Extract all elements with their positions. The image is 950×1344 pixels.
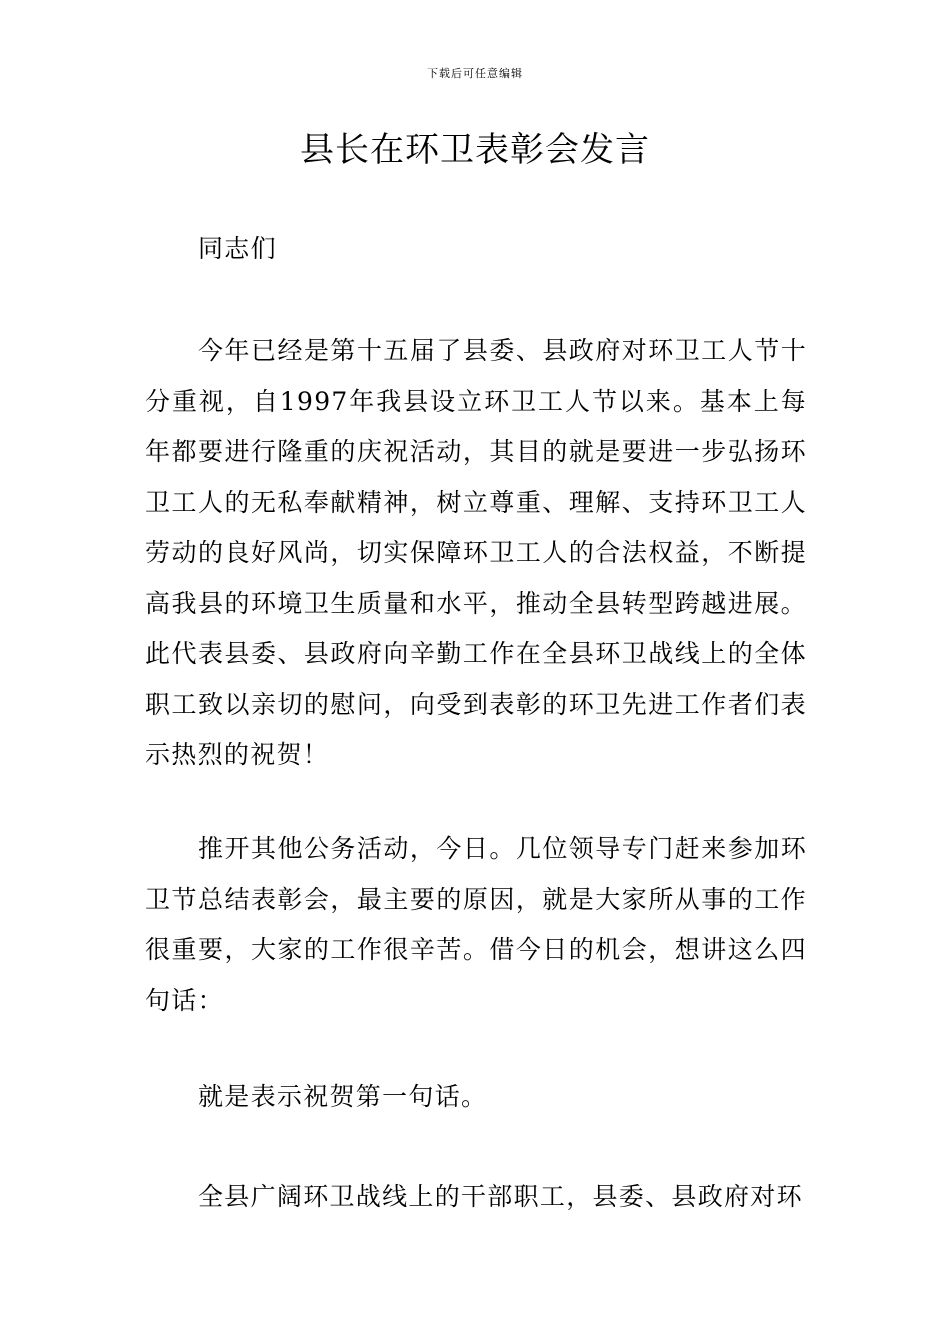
body-paragraph-1: 今年已经是第十五届了县委、县政府对环卫工人节十分重视，自1997年我县设立环卫工人节以来。基本上每年都要进行隆重的庆祝活动，其目的就是要进一步弘扬环卫工人的无私奉献精神，树立尊重、理解、支持环卫工人劳动的良好风尚，切实保障环卫工人的合法权益，不断提高我县的环境卫生质量和水平，推动全县转型跨越进展。此代表县委、县政府向辛勤工作在全县环卫战线上的全体职工致以亲切的慰问，向受到表彰的环卫先进工作者们表示热烈的祝贺！ bbox=[145, 336, 807, 769]
body-paragraph-3: 就是表示祝贺第一句话。 bbox=[198, 1082, 488, 1111]
body-paragraph-2: 推开其他公务活动，今日。几位领导专门赶来参加环卫节总结表彰会，最主要的原因，就是大家所从事的工作很重要，大家的工作很辛苦。借今日的机会，想讲这么四句话： bbox=[145, 834, 807, 1015]
greeting-paragraph: 同志们 bbox=[198, 234, 277, 263]
body-paragraph-4: 全县广阔环卫战线上的干部职工，县委、县政府对环 bbox=[198, 1182, 803, 1211]
page-title: 县长在环卫表彰会发言 bbox=[300, 130, 650, 170]
header-note: 下载后可任意编辑 bbox=[427, 67, 523, 80]
